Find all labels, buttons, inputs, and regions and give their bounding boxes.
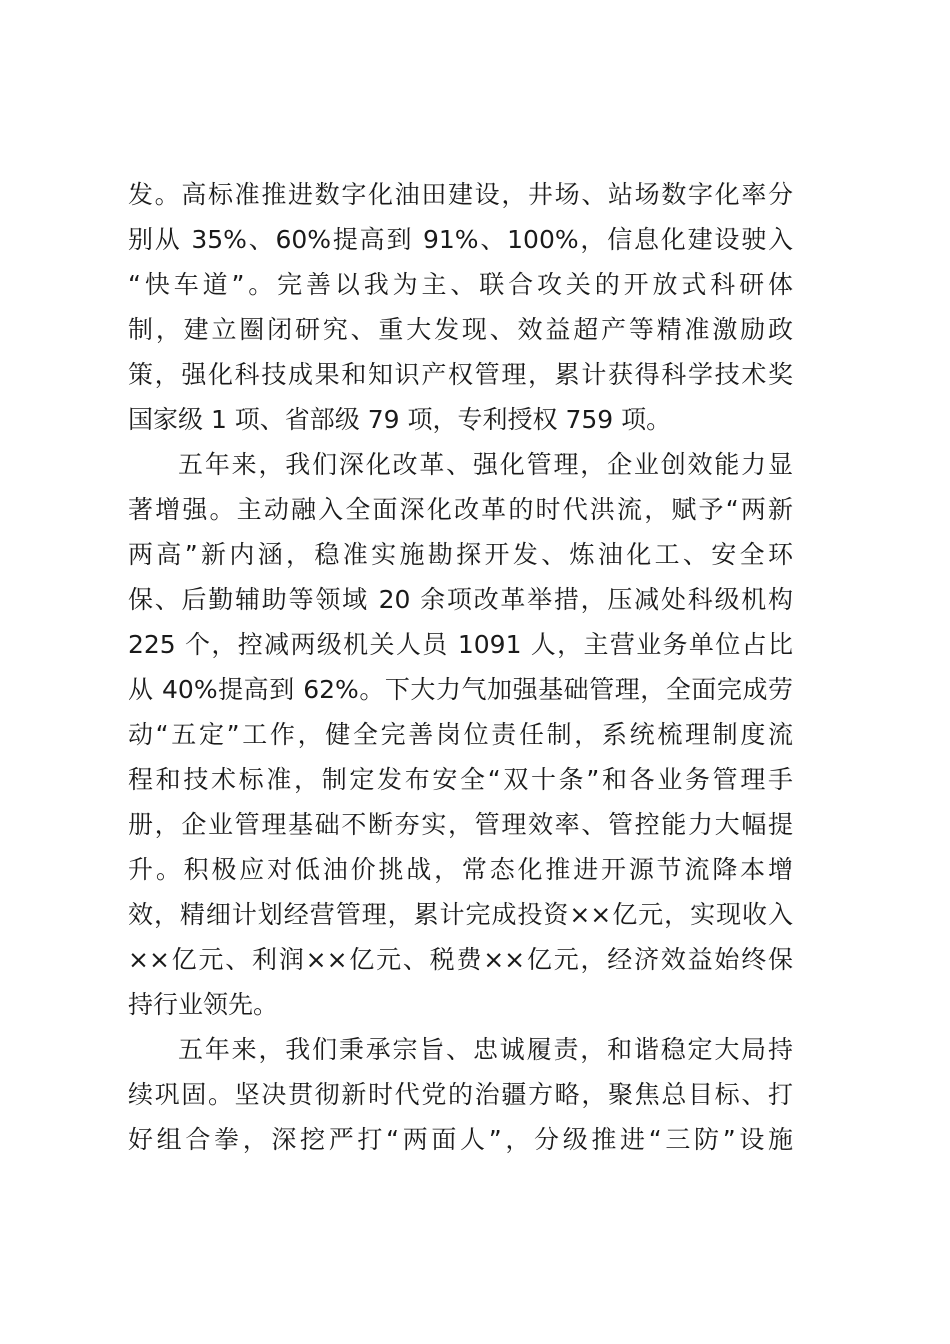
- text-line: 著增强。主动融入全面深化改革的时代洪流，赋予“两新: [128, 495, 793, 524]
- text-line: 五年来，我们深化改革、强化管理，企业创效能力显: [178, 450, 793, 479]
- text-line: “快车道”。完善以我为主、联合攻关的开放式科研体: [128, 270, 793, 299]
- text-line: 策，强化科技成果和知识产权管理，累计获得科学技术奖: [128, 360, 793, 389]
- text-line: 好组合拳，深挖严打“两面人”，分级推进“三防”设施: [128, 1125, 793, 1154]
- text-line: 动“五定”工作，健全完善岗位责任制，系统梳理制度流: [128, 720, 793, 749]
- text-line: 国家级 1 项、省部级 79 项，专利授权 759 项。: [128, 405, 672, 434]
- text-line: ××亿元、利润××亿元、税费××亿元，经济效益始终保: [128, 945, 793, 974]
- document-body: [128, 172, 793, 1162]
- text-line: 保、后勤辅助等领域 20 余项改革举措，压减处科级机构: [128, 585, 793, 614]
- text-line: 五年来，我们秉承宗旨、忠诚履责，和谐稳定大局持: [178, 1035, 793, 1064]
- text-line: 制，建立圈闭研究、重大发现、效益超产等精准激励政: [128, 315, 793, 344]
- text-line: 两高”新内涵，稳准实施勘探开发、炼油化工、安全环: [128, 540, 793, 569]
- text-line: 程和技术标准，制定发布安全“双十条”和各业务管理手: [128, 765, 793, 794]
- text-line: 225 个，控减两级机关人员 1091 人，主营业务单位占比: [128, 630, 793, 659]
- text-line: 持行业领先。: [128, 990, 279, 1019]
- text-line: 升。积极应对低油价挑战，常态化推进开源节流降本增: [128, 855, 793, 884]
- paragraph: [128, 172, 793, 442]
- text-line: 发。高标准推进数字化油田建设，井场、站场数字化率分: [128, 180, 793, 209]
- text-line: 从 40%提高到 62%。下大力气加强基础管理，全面完成劳: [128, 675, 793, 704]
- text-line: 别从 35%、60%提高到 91%、100%，信息化建设驶入: [128, 225, 793, 254]
- text-line: 册，企业管理基础不断夯实，管理效率、管控能力大幅提: [128, 810, 793, 839]
- paragraph: [128, 442, 793, 1027]
- text-line: 续巩固。坚决贯彻新时代党的治疆方略，聚焦总目标、打: [128, 1080, 793, 1109]
- text-line: 效，精细计划经营管理，累计完成投资××亿元，实现收入: [128, 900, 793, 929]
- paragraph: [128, 1027, 793, 1162]
